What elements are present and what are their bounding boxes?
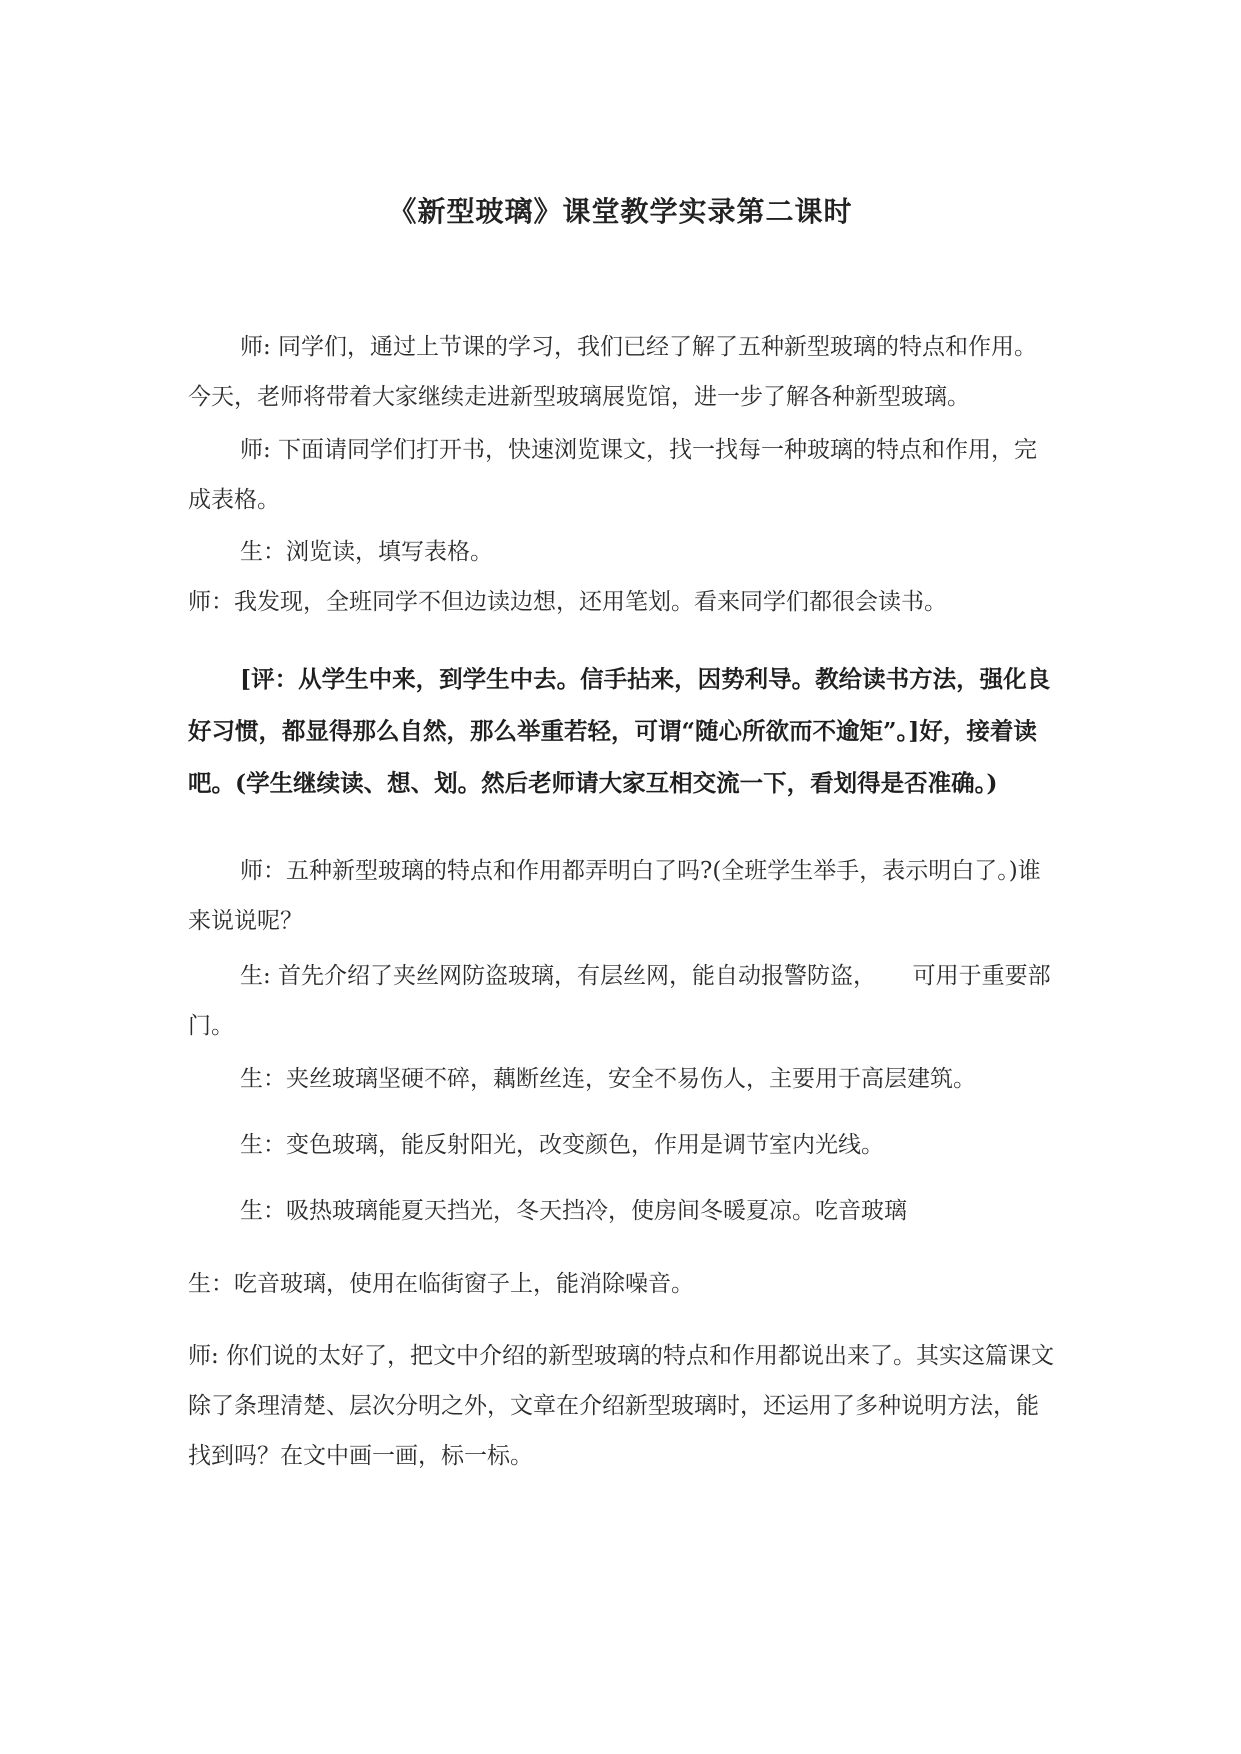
paragraph-teacher-question: 师：五种新型玻璃的特点和作用都弄明白了吗?(全班学生举手，表示明白了。)谁来说说呢？ <box>188 858 1041 934</box>
paragraph-student-answer-4: 生：吸热玻璃能夏天挡光，冬天挡冷，使房间冬暖夏凉。吃音玻璃 <box>240 1198 907 1224</box>
paragraph-teacher-instruction: 师: 下面请同学们打开书，快速浏览课文，找一找每一种玻璃的特点和作用，完成表格。 <box>188 437 1038 513</box>
paragraph-student-answer-1: 生: 首先介绍了夹丝网防盗玻璃，有层丝网，能自动报警防盗， 可用于重要部门。 <box>188 963 1051 1039</box>
paragraph-student-browse: 生：浏览读，填写表格。 <box>240 539 493 565</box>
paragraph-comment: [评：从学生中来，到学生中去。信手拈来，因势利导。教给读书方法，强化良好习惯，都显得那么自然，那么举重若轻，可谓“随心所欲而不逾矩”。]好，接着读吧。(学生继续读、想、划。然后老师请大家互相交流一下，看划得是否准确。) <box>188 665 1051 797</box>
paragraph-student-answer-5: 生：吃音玻璃，使用在临街窗子上，能消除噪音。 <box>188 1271 694 1297</box>
paragraph-teacher-summary: 师: 你们说的太好了，把文中介绍的新型玻璃的特点和作用都说出来了。其实这篇课文除了条理清楚、层次分明之外，文章在介绍新型玻璃时，还运用了多种说明方法，能找到吗？在文中画一画，标一标。 <box>188 1343 1055 1469</box>
paragraph-teacher-observe: 师：我发现，全班同学不但边读边想，还用笔划。看来同学们都很会读书。 <box>188 589 947 615</box>
paragraph-student-answer-3: 生：变色玻璃，能反射阳光，改变颜色，作用是调节室内光线。 <box>240 1132 884 1158</box>
paragraph-teacher-intro: 师: 同学们，通过上节课的学习，我们已经了解了五种新型玻璃的特点和作用。今天，老师将带着大家继续走进新型玻璃展览馆，进一步了解各种新型玻璃。 <box>188 334 1038 410</box>
paragraph-student-answer-2: 生：夹丝玻璃坚硬不碎，藕断丝连，安全不易伤人，主要用于高层建筑。 <box>240 1066 976 1092</box>
document-title: 《新型玻璃》课堂教学实录第二课时 <box>388 195 853 228</box>
